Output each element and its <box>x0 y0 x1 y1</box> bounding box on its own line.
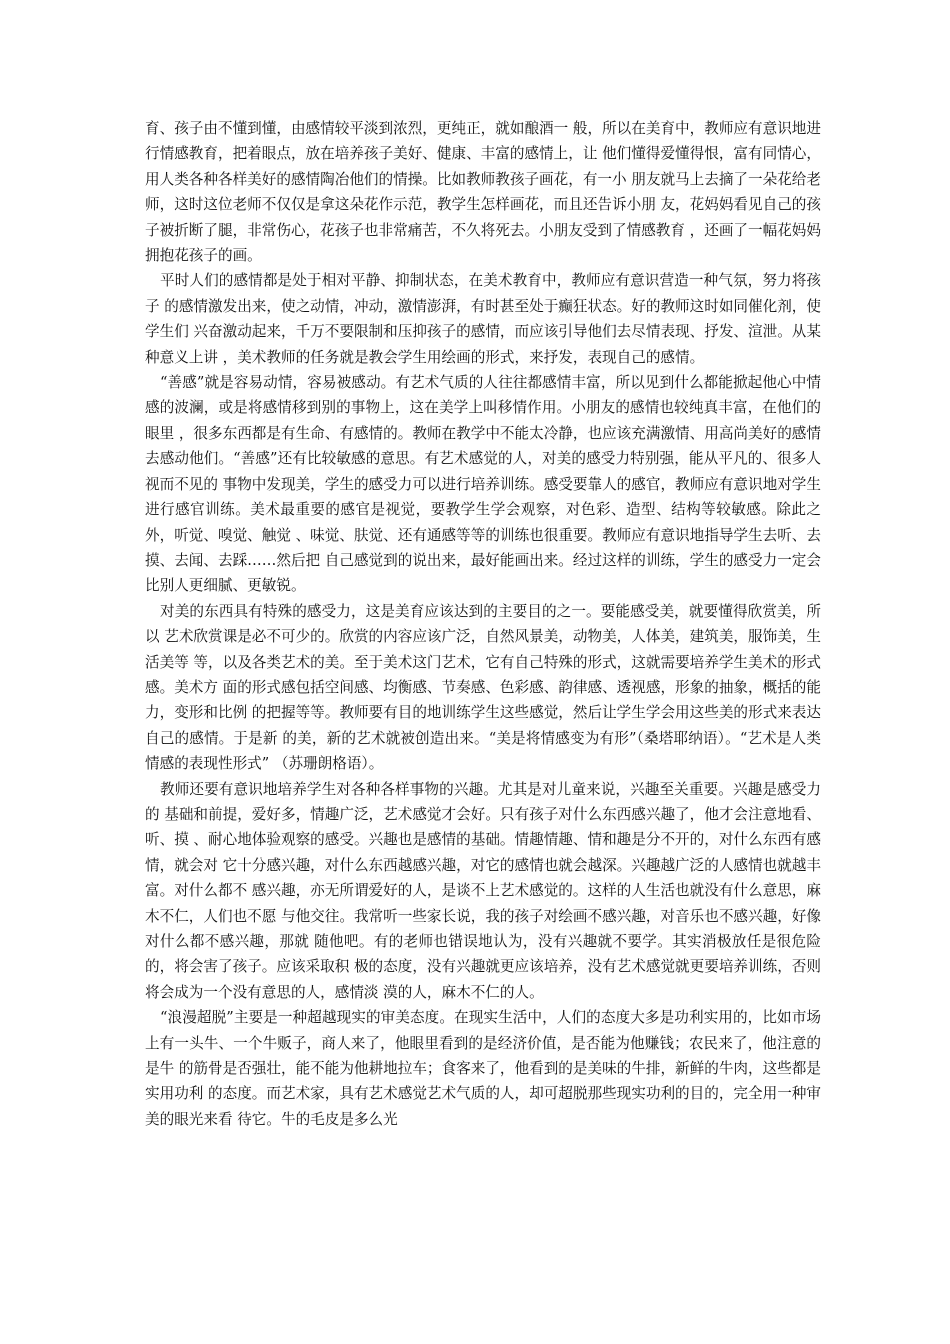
paragraph-5: 教师还要有意识地培养学生对各种各样事物的兴趣。尤其是对儿童来说，兴趣至关重要。兴趣是感受力的 基础和前提，爱好多，情趣广泛，艺术感觉才会好。只有孩子对什么东西感兴趣了，他才会注意地看、听、摸 、耐心地体验观察的感受。兴趣也是感情的基础。情趣情趣、情和趣是分不开的，对什么东西有感情，就会对 它十分感兴趣，对什么东西越感兴趣，对它的感情也就会越深。兴趣越广泛的人感情也就越丰富。对什么都不 感兴趣，亦无所谓爱好的人，是谈不上艺术感觉的。这样的人生活也就没有什么意思，麻木不仁，人们也不愿 与他交往。我常听一些家长说，我的孩子对绘画不感兴趣，对音乐也不感兴趣，好像对什么都不感兴趣，那就 随他吧。有的老师也错误地认为，没有兴趣就不要学。其实消极放任是很危险的，将会害了孩子。应该采取积 极的态度，没有兴趣就更应该培养，没有艺术感觉就更要培养训练，否则将会成为一个没有意思的人，感情淡 漠的人，麻木不仁的人。 <box>145 780 821 1001</box>
document-body <box>145 116 821 1132</box>
paragraph-4: 对美的东西具有特殊的感受力，这是美育应该达到的主要目的之一。要能感受美，就要懂得欣赏美，所以 艺术欣赏课是必不可少的。欣赏的内容应该广泛，自然风景美，动物美，人体美，建筑美，服饰美，生活美等 等，以及各类艺术的美。至于美术这门艺术，它有自己特殊的形式，这就需要培养学生美术的形式感。美术方 面的形式感包括空间感、均衡感、节奏感、色彩感、韵律感、透视感，形象的抽象，概括的能力，变形和比例 的把握等等。教师要有目的地训练学生这些感觉，然后让学生学会用这些美的形式来表达自己的感情。于是新 的美，新的艺术就被创造出来。“美是将情感变为有形”（桑塔耶纳语）。“艺术是人类情感的表现性形式” （苏珊朗格语）。 <box>145 602 821 773</box>
paragraph-3: “善感”就是容易动情，容易被感动。有艺术气质的人往往都感情丰富，所以见到什么都能掀起他心中情 感的波澜，或是将感情移到别的事物上，这在美学上叫移情作用。小朋友的感情也较纯真丰富，在他们的眼里 ，很多东西都是有生命、有感情的。教师在教学中不能太冷静，也应该充满激情、用高尚美好的感情去感动他们。“善感”还有比较敏感的意思。有艺术感觉的人，对美的感受力特别强，能从平凡的、很多人视而不见的 事物中发现美，学生的感受力可以进行培养训练。感受要靠人的感官，教师应有意识地对学生进行感官训练。美术最重要的感官是视觉，要教学生学会观察，对色彩、造型、结构等较敏感。除此之外，听觉、嗅觉、触觉 、味觉、肤觉、还有通感等等的训练也很重要。教师应有意识地指导学生去听、去摸、去闻、去踩……然后把 自己感觉到的说出来，最好能画出来。经过这样的训练，学生的感受力一定会比别人更细腻、更敏锐。 <box>145 374 821 595</box>
paragraph-6: “浪漫超脱”主要是一种超越现实的审美态度。在现实生活中，人们的态度大多是功利实用的，比如市场 上有一头牛、一个牛贩子，商人来了，他眼里看到的是经济价值，是否能为他赚钱；农民来了，他注意的是牛 的筋骨是否强壮，能不能为他耕地拉车；食客来了，他看到的是美味的牛排，新鲜的牛肉，这些都是实用功利 的态度。而艺术家，具有艺术感觉艺术气质的人，却可超脱那些现实功利的目的，完全用一种审美的眼光来看 待它。牛的毛皮是多么光 <box>145 1009 821 1128</box>
paragraph-2: 平时人们的感情都是处于相对平静、抑制状态，在美术教育中，教师应有意识营造一种气氛，努力将孩子 的感情激发出来，使之动情，冲动，激情澎湃，有时甚至处于癫狂状态。好的教师这时如同催化剂，使学生们 兴奋激动起来，千万不要限制和压抑孩子的感情，而应该引导他们去尽情表现、抒发、渲泄。从某种意义上讲 ，美术教师的任务就是教会学生用绘画的形式，来抒发，表现自己的感情。 <box>145 272 821 366</box>
paragraph-1: 育、孩子由不懂到懂，由感情较平淡到浓烈，更纯正，就如酿酒一 般，所以在美育中，教师应有意识地进行情感教育，把着眼点，放在培养孩子美好、健康、丰富的感情上，让 他们懂得爱懂得恨，富有同情心，用人类各种各样美好的感情陶冶他们的情操。比如教师教孩子画花，有一小 朋友就马上去摘了一朵花给老师，这时这位老师不仅仅是拿这朵花作示范，教学生怎样画花，而且还告诉小朋 友，花妈妈看见自己的孩子被折断了腿，非常伤心，花孩子也非常痛苦，不久将死去。小朋友受到了情感教育 ，还画了一幅花妈妈拥抱花孩子的画。 <box>145 120 821 265</box>
